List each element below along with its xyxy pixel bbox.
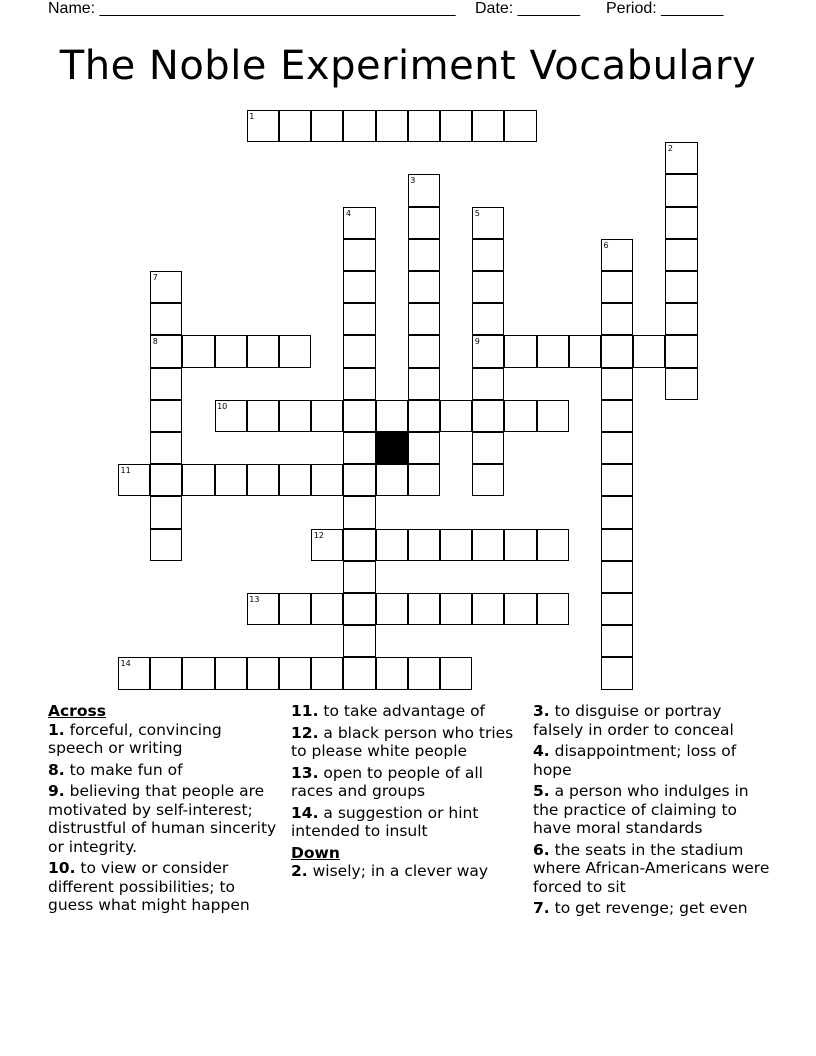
clue-item [533, 899, 773, 918]
grid-cell[interactable] [601, 561, 633, 593]
grid-cell[interactable] [150, 368, 182, 400]
clue-number: 12 [313, 530, 324, 540]
grid-cell[interactable] [472, 239, 504, 271]
grid-cell[interactable] [343, 432, 375, 464]
clue-column-1 [48, 702, 280, 918]
grid-cell[interactable] [665, 207, 697, 239]
grid-cell[interactable] [376, 529, 408, 561]
down-clues-list-continued [533, 702, 773, 918]
clue-item-text: to disguise or portray falsely in order to conceal [533, 702, 734, 739]
grid-cell[interactable] [408, 432, 440, 464]
clue-item-number: 8. [48, 760, 65, 779]
clue-column-2 [291, 702, 523, 884]
period-field-label[interactable]: Period: _______ [606, 0, 724, 17]
grid-cell[interactable] [150, 529, 182, 561]
clue-item-text: to view or consider different possibilities; to guess what might happen [48, 859, 250, 914]
clue-number: 10 [217, 401, 228, 411]
grid-cell[interactable] [376, 657, 408, 689]
grid-cell[interactable] [182, 657, 214, 689]
clue-number: 5 [474, 208, 480, 218]
grid-cell[interactable] [150, 400, 182, 432]
clue-number: 4 [345, 208, 351, 218]
clue-item-text: open to people of all races and groups [291, 763, 483, 800]
grid-cell[interactable] [408, 271, 440, 303]
clue-item-text: disappointment; loss of hope [533, 742, 737, 779]
clue-number: 3 [410, 176, 416, 186]
grid-cell[interactable] [440, 529, 472, 561]
grid-cell[interactable] [601, 303, 633, 335]
clue-number: 13 [249, 595, 260, 604]
grid-cell[interactable] [150, 303, 182, 335]
clue-number: 9 [474, 337, 480, 347]
grid-cell[interactable] [343, 464, 375, 496]
clue-item-text: the seats in the stadium where African-Americans were forced to sit [533, 840, 770, 896]
grid-cell[interactable] [537, 400, 569, 432]
clue-item-number: 2. [291, 862, 308, 880]
clue-item-number: 3. [533, 702, 550, 720]
grid-cell[interactable] [343, 561, 375, 593]
grid-cell[interactable] [408, 368, 440, 400]
grid-cell[interactable] [665, 239, 697, 271]
grid-cell[interactable] [408, 239, 440, 271]
grid-cell[interactable] [150, 657, 182, 689]
clue-item [291, 764, 523, 801]
grid-cell[interactable] [343, 239, 375, 271]
grid-cell[interactable] [343, 368, 375, 400]
grid-cell[interactable] [279, 110, 311, 142]
clue-item [48, 761, 280, 780]
grid-cell[interactable] [247, 400, 279, 432]
grid-cell[interactable] [633, 335, 665, 367]
grid-cell[interactable] [408, 303, 440, 335]
grid-cell[interactable] [601, 625, 633, 657]
grid-cell[interactable] [504, 110, 536, 142]
grid-cell[interactable] [665, 368, 697, 400]
grid-cell[interactable] [343, 271, 375, 303]
grid-cell[interactable] [601, 496, 633, 528]
grid-cell[interactable] [665, 303, 697, 335]
grid-cell[interactable] [376, 400, 408, 432]
grid-cell[interactable] [472, 432, 504, 464]
grid-cell[interactable] [504, 593, 536, 625]
grid-cell[interactable] [343, 593, 375, 625]
grid-cell[interactable] [279, 657, 311, 689]
grid-cell[interactable] [215, 335, 247, 367]
grid-cell[interactable] [343, 303, 375, 335]
grid-cell[interactable] [537, 593, 569, 625]
grid-cell[interactable] [408, 335, 440, 367]
clue-item [48, 721, 280, 758]
grid-cell[interactable] [311, 110, 343, 142]
grid-cell[interactable] [247, 464, 279, 496]
grid-cell[interactable] [601, 400, 633, 432]
grid-cell[interactable] [408, 110, 440, 142]
grid-cell[interactable] [343, 496, 375, 528]
clue-item-number: 1. [48, 720, 65, 739]
grid-cell[interactable] [601, 657, 633, 689]
grid-cell[interactable] [440, 110, 472, 142]
grid-cell[interactable] [537, 335, 569, 367]
grid-cell[interactable] [150, 432, 182, 464]
grid-cell[interactable] [311, 400, 343, 432]
clue-item-number: 10. [48, 859, 76, 877]
clue-number: 7 [152, 273, 158, 282]
clue-item-number: 6. [533, 840, 550, 859]
grid-cell[interactable] [150, 496, 182, 528]
grid-cell[interactable] [408, 529, 440, 561]
clue-item-number: 4. [533, 742, 550, 760]
clue-item-text: a suggestion or hint intended to insult [291, 803, 479, 840]
grid-cell[interactable] [343, 529, 375, 561]
grid-cell[interactable] [601, 271, 633, 303]
grid-cell[interactable] [343, 400, 375, 432]
clue-item [291, 702, 523, 721]
grid-cell[interactable] [472, 464, 504, 496]
grid-cell[interactable] [343, 657, 375, 689]
grid-cell[interactable] [472, 303, 504, 335]
grid-cell[interactable] [665, 271, 697, 303]
clue-item [48, 859, 280, 915]
grid-cell[interactable] [376, 110, 408, 142]
clue-item-text: to get revenge; get even [554, 899, 748, 917]
grid-cell[interactable] [504, 400, 536, 432]
name-field-label[interactable]: Name: ________________________________________ [48, 0, 456, 17]
grid-cell[interactable] [601, 464, 633, 496]
clue-item-number: 7. [533, 899, 550, 917]
grid-cell[interactable] [472, 271, 504, 303]
grid-cell[interactable] [472, 529, 504, 561]
clue-item [48, 782, 280, 856]
grid-cell[interactable] [472, 593, 504, 625]
grid-cell[interactable] [504, 529, 536, 561]
grid-cell[interactable] [247, 657, 279, 689]
clue-item-text: a black person who tries to please white people [291, 723, 514, 760]
across-heading: Across [48, 702, 106, 720]
clue-item [533, 841, 773, 897]
down-heading: Down [291, 843, 340, 862]
grid-cell[interactable] [311, 593, 343, 625]
clue-number: 11 [120, 466, 131, 476]
grid-cell[interactable] [440, 657, 472, 689]
across-clues-list [48, 721, 280, 915]
clue-column-3 [533, 702, 773, 921]
clue-item [291, 724, 523, 761]
grid-cell[interactable] [408, 400, 440, 432]
grid-cell[interactable] [601, 432, 633, 464]
clue-item [291, 804, 523, 841]
clue-item-number: 11. [291, 702, 319, 720]
grid-cell[interactable] [665, 335, 697, 367]
clue-number: 6 [603, 240, 609, 250]
grid-cell[interactable] [504, 335, 536, 367]
grid-cell[interactable] [247, 335, 279, 367]
grid-cell[interactable] [408, 464, 440, 496]
grid-cell[interactable] [569, 335, 601, 367]
grid-cell[interactable] [601, 335, 633, 367]
grid-cell[interactable] [343, 625, 375, 657]
grid-cell[interactable] [472, 368, 504, 400]
grid-cell[interactable] [472, 110, 504, 142]
grid-cell[interactable] [311, 464, 343, 496]
grid-cell[interactable] [408, 207, 440, 239]
grid-cell[interactable] [279, 335, 311, 367]
clue-item-text: a person who indulges in the practice of claiming to have moral standards [533, 782, 749, 837]
black-cell [376, 432, 408, 464]
grid-cell[interactable] [537, 529, 569, 561]
grid-cell[interactable] [182, 464, 214, 496]
across-clues-list-continued [291, 702, 523, 841]
clue-item-number: 5. [533, 782, 550, 800]
grid-cell[interactable] [215, 464, 247, 496]
clue-item [291, 862, 523, 881]
clue-item-text: to make fun of [69, 760, 183, 779]
grid-cell[interactable] [215, 657, 247, 689]
clue-item-number: 9. [48, 782, 65, 800]
grid-cell[interactable] [440, 593, 472, 625]
grid-cell[interactable] [343, 110, 375, 142]
clue-item-text: to take advantage of [323, 702, 486, 720]
grid-cell[interactable] [601, 368, 633, 400]
clue-item-number: 13. [291, 763, 319, 782]
grid-cell[interactable] [408, 593, 440, 625]
grid-cell[interactable] [665, 174, 697, 206]
grid-cell[interactable] [440, 400, 472, 432]
clue-number: 8 [152, 337, 158, 347]
clue-item [533, 702, 773, 739]
date-field-label[interactable]: Date: _______ [475, 0, 580, 17]
grid-cell[interactable] [343, 335, 375, 367]
clue-item-text: wisely; in a clever way [312, 862, 489, 880]
grid-cell[interactable] [601, 593, 633, 625]
clue-item-number: 14. [291, 803, 319, 822]
clue-item [533, 782, 773, 838]
grid-cell[interactable] [601, 529, 633, 561]
grid-cell[interactable] [311, 657, 343, 689]
clue-item-text: believing that people are motivated by self-interest; distrustful of human sincerity or integrity. [48, 782, 277, 856]
grid-cell[interactable] [182, 335, 214, 367]
grid-cell[interactable] [376, 464, 408, 496]
grid-cell[interactable] [408, 657, 440, 689]
grid-cell[interactable] [376, 593, 408, 625]
grid-cell[interactable] [279, 400, 311, 432]
down-clues-list [291, 862, 523, 881]
grid-cell[interactable] [279, 464, 311, 496]
clue-number: 14 [120, 659, 131, 669]
clue-item [533, 742, 773, 779]
clue-item-text: forceful, convincing speech or writing [48, 720, 222, 757]
clue-item-number: 12. [291, 723, 319, 742]
page-title: The Noble Experiment Vocabulary [59, 43, 757, 89]
clue-number: 2 [667, 144, 673, 154]
grid-cell[interactable] [279, 593, 311, 625]
grid-cell[interactable] [472, 400, 504, 432]
grid-cell[interactable] [150, 464, 182, 496]
clue-number: 1 [249, 112, 255, 121]
